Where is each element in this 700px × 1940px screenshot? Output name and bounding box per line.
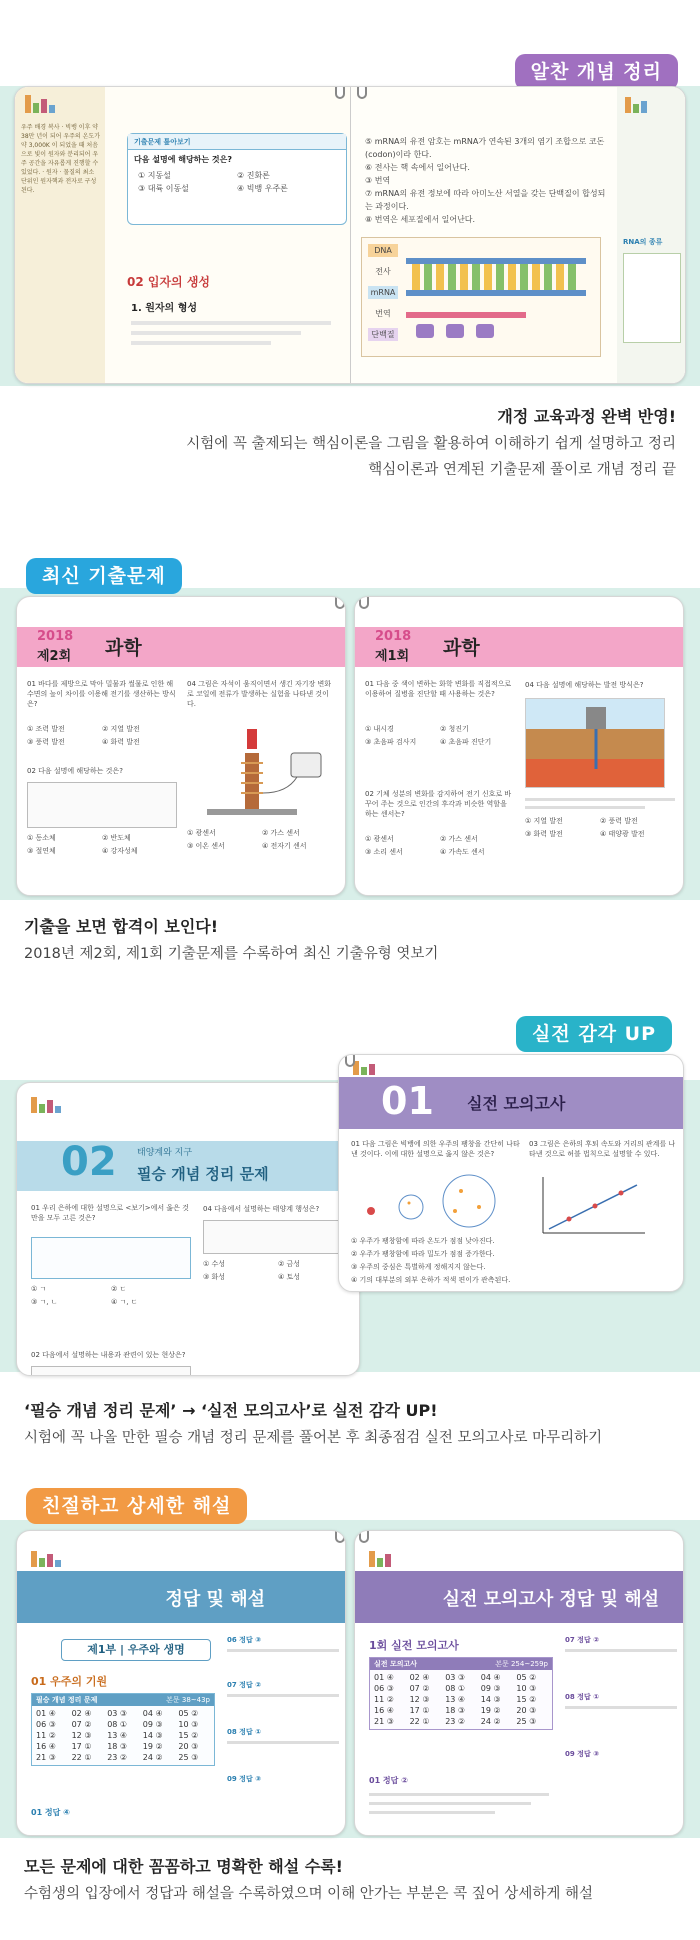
answer-grid-box — [31, 1693, 215, 1766]
question-text: 02 다음에서 설명하는 내용과 관련이 있는 현상은? — [31, 1351, 186, 1359]
question-text: 01 우리 은하에 대한 설명으로 <보기>에서 옳은 것만을 모두 고른 것은? — [31, 1204, 189, 1222]
answer-option: ① 동소체 — [27, 834, 56, 842]
answer-option: ② 가스 센서 — [262, 829, 300, 837]
explanation-heading: 07 정답 ② — [565, 1636, 600, 1644]
answer-page-header — [17, 1571, 345, 1623]
caption-title: 모든 문제에 대한 꼼꼼하고 명확한 해설 수록! — [24, 1857, 343, 1876]
answer-option: ② 청진기 — [440, 725, 469, 733]
answer-option: ③ 우주의 중심은 특별하게 정해지지 않는다. — [351, 1263, 486, 1271]
right-line: ⑦ mRNA의 유전 정보에 따라 아미노산 서열을 갖는 단백질이 합성되 — [365, 189, 605, 198]
answer-cell: 12 ③ — [71, 1731, 92, 1740]
answer-page-title: 실전 모의고사 정답 및 해설 — [442, 1589, 659, 1610]
dna-strand-graphic — [406, 248, 596, 348]
answer-option: ② 금성 — [278, 1260, 301, 1268]
right-line: ⑥ 전사는 핵 속에서 일어난다. — [365, 163, 470, 172]
answer-cell: 05 ② — [516, 1673, 537, 1682]
answer-cell: 09 ③ — [142, 1720, 163, 1729]
binder-ring — [359, 596, 369, 609]
box-title: 다음 설명에 해당하는 것은? — [134, 155, 233, 164]
question-text: 01 바다를 제방으로 막아 밀물과 썰물로 인한 해수면의 높이 차이를 이용해 전기를 생산하는 방식은? — [27, 680, 176, 708]
coil-experiment-figure — [187, 723, 337, 823]
preview-spread — [14, 86, 686, 384]
answer-cell: 19 ② — [142, 1742, 163, 1751]
answer-option: ① 조력 발전 — [27, 725, 65, 733]
explanation-lines — [525, 798, 675, 809]
answer-page-right — [354, 1530, 684, 1836]
right-line: ⑤ mRNA의 유전 암호는 mRNA가 연속된 3개의 염기 조합으로 코돈 — [365, 137, 605, 146]
answer-cell: 02 ④ — [409, 1673, 430, 1682]
dna-label: 번역 — [375, 309, 391, 318]
answer-option: ② 지열 발전 — [102, 725, 140, 733]
answer-cell: 13 ④ — [445, 1695, 466, 1704]
binder-ring — [335, 596, 345, 609]
binder-ring — [345, 1054, 355, 1067]
concept-problems-header — [17, 1141, 359, 1191]
answer-option: ③ 풍력 발전 — [27, 738, 65, 746]
caption-title: 기출을 보면 합격이 보인다! — [24, 917, 219, 936]
answer-cell: 08 ① — [445, 1684, 466, 1693]
answer-cell: 15 ② — [178, 1731, 199, 1740]
answer-cell: 10 ③ — [178, 1720, 199, 1729]
round-heading: 1회 실전 모의고사 — [369, 1639, 459, 1652]
caption-line: 2018년 제2회, 제1회 기출문제를 수록하여 최신 기출유형 엿보기 — [24, 946, 439, 962]
caption-line: 핵심이론과 연계된 기출문제 풀이로 개념 정리 끝 — [368, 462, 676, 478]
answer-option: ① 내시경 — [365, 725, 394, 733]
grid-title: 필승 개념 정리 문제 — [36, 1696, 98, 1704]
chapter-heading: 01 우주의 기원 — [31, 1675, 108, 1688]
side-table — [623, 253, 681, 343]
question-passage-box — [31, 1366, 191, 1376]
answer-cell: 09 ③ — [480, 1684, 501, 1693]
mock-exam-page — [338, 1054, 684, 1292]
exam-round: 제1회 — [375, 649, 410, 664]
explanation-heading: 09 정답 ③ — [565, 1750, 600, 1758]
box-option: ② 진화론 — [237, 171, 270, 180]
hubble-graph-figure — [529, 1173, 649, 1243]
answer-option: ④ 태양광 발전 — [600, 830, 645, 838]
caption-title: 개정 교육과정 완벽 반영! — [497, 407, 676, 426]
skyline-icon — [31, 1097, 61, 1113]
question-text: 01 다음 중 색이 변하는 화학 변화를 직접적으로 이용하여 질병을 진단할 때 사용하는 것은? — [365, 680, 512, 698]
answer-cell: 24 ② — [480, 1717, 501, 1726]
big-bang-figure — [351, 1171, 511, 1231]
question-text: 04 그림은 자석이 움직이면서 생긴 자기장 변화로 코일에 전류가 발생하는 실험을 나타낸 것이다. — [187, 680, 331, 708]
explanation-heading: 08 정답 ① — [227, 1728, 262, 1736]
answer-cell: 23 ② — [445, 1717, 466, 1726]
right-line: ③ 번역 — [365, 176, 391, 185]
bogi-box — [31, 1237, 191, 1279]
section-concept-summary — [0, 0, 700, 500]
explanation-heading: 07 정답 ② — [227, 1681, 262, 1689]
answer-option: ④ 초음파 진단기 — [440, 738, 492, 746]
answer-option: ② 우주가 팽창함에 따라 밀도가 점점 증가한다. — [351, 1250, 495, 1258]
answer-option: ④ 화력 발전 — [102, 738, 140, 746]
question-text: 02 다음 설명에 해당하는 것은? — [27, 767, 123, 775]
exam-page-left — [16, 596, 346, 896]
left-heading: 02 입자의 생성 — [127, 275, 211, 289]
question-passage-box — [27, 782, 177, 828]
chapter-subtitle: 태양계와 지구 — [137, 1148, 193, 1158]
answer-grid — [32, 1706, 214, 1765]
mock-exam-title: 실전 모의고사 — [467, 1094, 566, 1113]
side-note-text: 우주 배경 복사 · 빅뱅 이후 약 38만 년이 되어 우주의 온도가 약 3,000K 이 되었을 때 처음으로 빛이 원자와 분리되어 우주 공간을 자유롭게 진행할 수 있었다. · 원자 · 물질의 최소 단위인 원자핵과 전자로 구성된다. — [21, 124, 101, 194]
section-explanations — [0, 1484, 700, 1940]
answer-cell: 24 ② — [142, 1753, 163, 1762]
answer-option: ① 광센서 — [365, 835, 394, 843]
binder-ring — [359, 1530, 369, 1543]
answer-cell: 07 ② — [71, 1720, 92, 1729]
grid-title: 실전 모의고사 — [374, 1660, 418, 1668]
box-option: ④ 빅뱅 우주론 — [237, 184, 288, 193]
explanation-heading: 06 정답 ③ — [227, 1636, 262, 1644]
answer-option: ③ 초음파 검사지 — [365, 738, 417, 746]
caption-line: 시험에 꼭 출제되는 핵심이론을 그림을 활용하여 이해하기 쉽게 설명하고 정리 — [186, 436, 676, 452]
answer-option: ① 수성 — [203, 1260, 226, 1268]
explanation-lines — [369, 1793, 549, 1814]
answer-option: ③ 이온 센서 — [187, 842, 225, 850]
mock-exam-header — [339, 1077, 683, 1129]
answer-cell: 13 ④ — [107, 1731, 128, 1740]
answer-option: ③ ㄱ, ㄴ — [31, 1298, 58, 1306]
answer-cell: 04 ④ — [480, 1673, 501, 1682]
answer-option: ④ 가속도 센서 — [440, 848, 485, 856]
answer-cell: 17 ① — [71, 1742, 92, 1751]
answer-cell: 16 ④ — [374, 1706, 394, 1715]
answer-cell: 15 ② — [516, 1695, 537, 1704]
skyline-icon — [31, 1551, 61, 1567]
answer-cell: 14 ③ — [142, 1731, 163, 1740]
answer-option: ① 우주가 팽창함에 따라 온도가 점점 낮아진다. — [351, 1237, 495, 1245]
answer-cell: 12 ③ — [409, 1695, 430, 1704]
answer-cell: 03 ③ — [445, 1673, 466, 1682]
caption-line: 수험생의 입장에서 정답과 해설을 수록하였으며 이해 안가는 부분은 콕 짚어 상세하게 해설 — [24, 1886, 593, 1902]
chapter-number: 02 — [61, 1139, 117, 1185]
answer-cell: 21 ③ — [36, 1753, 56, 1762]
answer-cell: 20 ③ — [178, 1742, 199, 1751]
answer-cell: 07 ② — [409, 1684, 430, 1693]
exam-subject: 과학 — [443, 637, 480, 659]
binder-ring — [335, 1530, 345, 1543]
skyline-icon — [369, 1551, 391, 1567]
exam-round: 제2회 — [37, 649, 72, 664]
answer-option: ④ 기의 대부분의 외부 은하가 적색 편이가 관측된다. — [351, 1276, 511, 1284]
skyline-icon — [25, 95, 55, 113]
exam-page-header — [17, 627, 345, 667]
answer-option: ③ 화력 발전 — [525, 830, 563, 838]
answer-grid-box — [369, 1657, 553, 1730]
answer-option: ② ㄷ — [111, 1285, 127, 1293]
question-box — [127, 133, 347, 225]
grid-range: 본문 38~43p — [166, 1696, 210, 1704]
answer-option: ③ 화성 — [203, 1273, 226, 1281]
answer-cell: 18 ③ — [107, 1742, 128, 1751]
concept-problems-page — [16, 1082, 360, 1376]
answer-cell: 25 ③ — [178, 1753, 199, 1762]
answer-option: ③ 소리 센서 — [365, 848, 403, 856]
caption-title: ‘필승 개념 정리 문제’ → ‘실전 모의고사’로 실전 감각 UP! — [24, 1401, 438, 1420]
question-passage-box — [203, 1220, 353, 1254]
left-body-lines — [131, 321, 331, 345]
box-option: ③ 대륙 이동설 — [138, 184, 189, 193]
answer-option: ③ 절연체 — [27, 847, 56, 855]
answer-cell: 25 ③ — [516, 1717, 537, 1726]
dna-diagram — [361, 237, 601, 357]
side-note-column — [15, 87, 105, 383]
answer-cell: 10 ③ — [516, 1684, 537, 1693]
right-line: 는 과정이다. — [365, 202, 409, 211]
answer-page-header — [355, 1571, 683, 1623]
answer-cell: 23 ② — [107, 1753, 128, 1762]
dna-label: mRNA — [368, 286, 398, 299]
dna-label: 전사 — [375, 267, 391, 276]
explanation-heading: 01 정답 ④ — [31, 1808, 70, 1817]
side-title: RNA의 종류 — [623, 238, 663, 246]
answer-cell: 01 ④ — [374, 1673, 394, 1682]
box-option: ① 지동설 — [138, 171, 171, 180]
answer-cell: 22 ① — [409, 1717, 430, 1726]
section-tag: 알찬 개념 정리 — [515, 54, 678, 90]
answer-option: ② 반도체 — [102, 834, 131, 842]
answer-option: ② 풍력 발전 — [600, 817, 638, 825]
dna-label: 단백질 — [368, 328, 398, 341]
exam-year: 2018 — [37, 629, 74, 644]
answer-option: ④ 전자기 센서 — [262, 842, 307, 850]
right-line: ⑧ 번역은 세포질에서 일어난다. — [365, 215, 476, 224]
answer-cell: 06 ③ — [36, 1720, 56, 1729]
answer-cell: 11 ② — [374, 1695, 394, 1704]
answer-cell: 01 ④ — [36, 1709, 56, 1718]
answer-cell: 18 ③ — [445, 1706, 466, 1715]
explanation-heading: 01 정답 ② — [369, 1776, 408, 1785]
answer-cell: 14 ③ — [480, 1695, 501, 1704]
answer-cell: 16 ④ — [36, 1742, 56, 1751]
question-text: 04 다음에서 설명하는 태양계 행성은? — [203, 1205, 320, 1213]
answer-cell: 22 ① — [71, 1753, 92, 1762]
preview-right-page — [351, 87, 686, 383]
section-tag: 최신 기출문제 — [26, 558, 182, 594]
answer-page-left — [16, 1530, 346, 1836]
answer-cell: 04 ④ — [142, 1709, 163, 1718]
answer-cell: 02 ④ — [71, 1709, 92, 1718]
explanation-heading: 09 정답 ③ — [227, 1775, 262, 1783]
question-text: 01 다음 그림은 빅뱅에 의한 우주의 팽창을 간단히 나타낸 것이다. 이에 대한 설명으로 옳지 않은 것은? — [351, 1140, 520, 1158]
question-text: 04 다음 설명에 해당하는 발전 방식은? — [525, 681, 644, 689]
binder-ring — [357, 86, 367, 99]
question-text: 02 기체 성분의 변화를 감지하여 전기 신호로 바꾸어 주는 것으로 인간의 후각과 비슷한 역할을 하는 센서는? — [365, 790, 512, 818]
answer-cell: 20 ③ — [516, 1706, 537, 1715]
exam-subject: 과학 — [105, 637, 142, 659]
preview-left-page — [15, 87, 351, 383]
chapter-title: 필승 개념 정리 문제 — [137, 1165, 269, 1183]
question-text: 03 그림은 은하의 후퇴 속도와 거리의 관계를 나타낸 것으로 허블 법칙으로 설명할 수 있다. — [529, 1140, 676, 1158]
section-practice-up — [0, 1010, 700, 1460]
answer-option: ④ ㄱ, ㄷ — [111, 1298, 138, 1306]
answer-cell: 03 ③ — [107, 1709, 128, 1718]
answer-option: ① ㄱ — [31, 1285, 47, 1293]
answer-option: ④ 강자성체 — [102, 847, 138, 855]
box-header: 기출문제 톺아보기 — [128, 134, 346, 150]
answer-cell: 05 ② — [178, 1709, 199, 1718]
answer-option: ① 지열 발전 — [525, 817, 563, 825]
exam-year: 2018 — [375, 629, 412, 644]
right-line: (codon)이라 한다. — [365, 150, 432, 159]
answer-option: ① 광센서 — [187, 829, 216, 837]
answer-cell: 06 ③ — [374, 1684, 394, 1693]
left-subheading: 1. 원자의 형성 — [131, 303, 198, 314]
answer-option: ② 가스 센서 — [440, 835, 478, 843]
mock-exam-number: 01 — [381, 1079, 434, 1123]
section-tag: 실전 감각 UP — [516, 1016, 672, 1052]
answer-cell: 11 ② — [36, 1731, 56, 1740]
skyline-icon — [625, 97, 647, 113]
answer-cell: 19 ② — [480, 1706, 501, 1715]
answer-grid — [370, 1670, 552, 1729]
right-side-column — [617, 87, 686, 383]
section-recent-exams — [0, 552, 700, 992]
answer-option: ④ 토성 — [278, 1273, 301, 1281]
section-tag: 친절하고 상세한 해설 — [26, 1488, 247, 1524]
geothermal-figure — [525, 698, 665, 788]
skyline-icon — [353, 1061, 375, 1075]
caption-line: 시험에 꼭 나올 만한 필승 개념 정리 문제를 풀어본 후 최종점검 실전 모의고사로 마무리하기 — [24, 1430, 603, 1446]
explanation-heading: 08 정답 ① — [565, 1693, 600, 1701]
dna-label: DNA — [368, 244, 398, 257]
answer-cell: 08 ① — [107, 1720, 128, 1729]
exam-page-header — [355, 627, 683, 667]
part-banner: 제1부 | 우주와 생명 — [61, 1639, 211, 1661]
answer-cell: 17 ① — [409, 1706, 430, 1715]
answer-cell: 21 ③ — [374, 1717, 394, 1726]
binder-ring — [335, 86, 345, 99]
grid-range: 본문 254~259p — [495, 1660, 548, 1668]
exam-page-right — [354, 596, 684, 896]
answer-page-title: 정답 및 해설 — [165, 1589, 265, 1610]
